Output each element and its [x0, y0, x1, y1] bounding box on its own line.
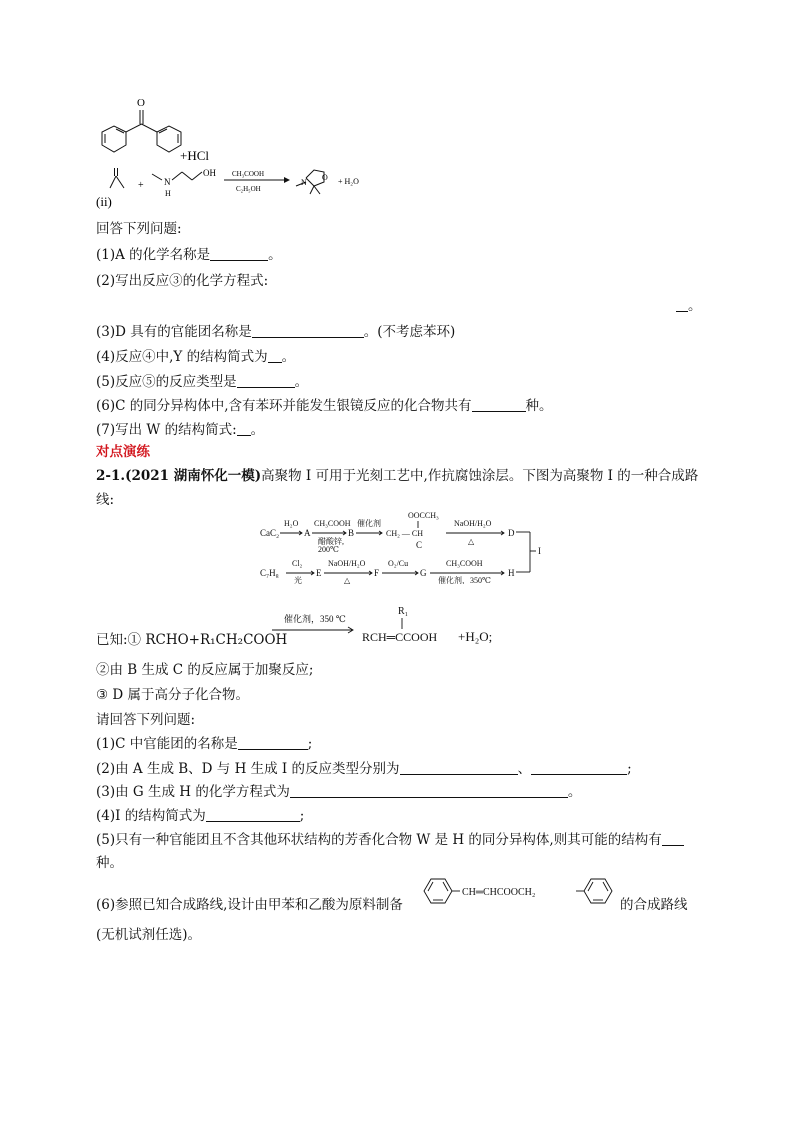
route-ch3cooh2: CH₃COOH	[446, 559, 483, 568]
question-2-5-cont: 种。	[96, 855, 123, 871]
question-2-1	[96, 734, 312, 754]
reagent-top: CH₃COOH	[232, 170, 264, 178]
question-2-1-end: ;	[307, 736, 313, 752]
section-title: 对点演练	[96, 444, 150, 460]
question-1-3-end: 。(不考虑苯环)	[363, 324, 456, 340]
product-n-label: N	[301, 178, 307, 187]
answer-blank[interactable]	[206, 807, 300, 822]
hydroxyl-label: OH	[203, 168, 216, 178]
benzophenone-structure	[102, 110, 181, 152]
route-delta: △	[468, 537, 475, 546]
answer-blank[interactable]	[472, 397, 526, 412]
route-c7h8: C₇H₈	[260, 568, 279, 578]
route-i: I	[538, 546, 541, 556]
answer-blank[interactable]	[237, 373, 295, 388]
route-naoh2: NaOH/H₂O	[328, 559, 366, 568]
known-r1: R₁	[398, 606, 409, 617]
known-1-arrow-and-product	[270, 604, 510, 650]
question-1-2-end-mark: 。	[688, 298, 702, 314]
answer-blank[interactable]	[676, 297, 688, 312]
figure-label-ii: (ii)	[96, 194, 112, 209]
target-ester-text: CH═CHCOOCH₂	[462, 887, 536, 898]
route-h2o: H₂O	[284, 519, 299, 528]
question-1-4-text: (4)反应④中,Y 的结构简式为	[96, 349, 268, 365]
problem-text-1: 高聚物 I 可用于光刻工艺中,作抗腐蚀涂层。下图为高聚物 I 的一种合成路	[261, 468, 699, 484]
acetone-structure	[110, 168, 124, 188]
aminoethanol-structure	[152, 172, 202, 180]
route-catalyst: 催化剂	[357, 519, 381, 528]
question-1-4-end: 。	[281, 349, 296, 365]
route-d: D	[508, 528, 515, 538]
known-product: RCH═CCOOH	[362, 630, 438, 644]
route-delta2: △	[344, 576, 351, 584]
route-cat350: 催化剂，350℃	[438, 576, 491, 584]
route-f: F	[374, 568, 380, 578]
problem-2-statement-2: 线:	[96, 492, 115, 508]
question-2-3	[96, 782, 581, 802]
answer-blank[interactable]	[237, 421, 251, 436]
route-zn: 醋酸锌,	[318, 537, 344, 546]
route-g: G	[420, 568, 427, 578]
question-1-2: (2)写出反应③的化学方程式:	[96, 273, 269, 289]
route-naoh: NaOH/H₂O	[454, 519, 492, 528]
synthesis-route-diagram	[258, 508, 558, 584]
question-2-2-text: (2)由 A 生成 B、D 与 H 生成 I 的反应类型分别为	[96, 761, 400, 777]
question-2-6: (6)参照已知合成路线,设计由甲苯和乙酸为原料制备	[96, 897, 403, 913]
problem-number: 2-1	[96, 468, 121, 484]
question-2-2-end: ;	[627, 761, 632, 777]
route-e: E	[316, 568, 322, 578]
question-1-4	[96, 347, 295, 367]
problem-2-statement	[96, 466, 698, 486]
route-c: C	[416, 540, 423, 550]
known-1	[96, 630, 287, 650]
answer-blank[interactable]	[268, 348, 282, 363]
amine-n-label: N	[164, 177, 171, 187]
reagent-bottom: C₂H₅OH	[236, 185, 261, 193]
question-1-1-end: 。	[268, 247, 282, 263]
top-reaction-figure	[96, 92, 416, 210]
water-product: + H₂O	[338, 177, 359, 186]
ketone-o-label: O	[137, 97, 145, 109]
route-200: 200℃	[318, 545, 339, 554]
question-2-5-text: (5)只有一种官能团且不含其他环状结构的芳香化合物 W 是 H 的同分异构体,则其可能的结构有	[96, 832, 662, 848]
problem-source: .(2021 湖南怀化一模)	[120, 468, 262, 484]
question-2-3-text: (3)由 G 生成 H 的化学方程式为	[96, 784, 290, 800]
question-2-4-text: (4)I 的结构简式为	[96, 808, 206, 824]
question-1-5-text: (5)反应⑤的反应类型是	[96, 374, 237, 390]
route-o2cu: O₂/Cu	[388, 559, 409, 568]
answer-blank[interactable]	[531, 760, 627, 775]
answer-blank[interactable]	[290, 783, 568, 798]
question-2-5	[96, 830, 684, 850]
answer-intro-1: 回答下列问题:	[96, 221, 182, 237]
question-1-3	[96, 322, 455, 342]
question-1-6-end: 种。	[525, 398, 553, 414]
route-cac2: CaC₂	[260, 528, 280, 538]
question-2-4-end: ;	[299, 808, 305, 824]
known-1-reactants: 已知:① RCHO+R₁CH₂COOH	[96, 632, 288, 648]
reaction-arrowhead	[284, 177, 290, 183]
route-light: 光	[294, 576, 302, 584]
answer-blank[interactable]	[210, 246, 268, 261]
route-polymer-c: CH₂ — CH	[386, 529, 424, 538]
known-3: ③ D 属于高分子化合物。	[96, 687, 250, 703]
question-2-6-cont: (无机试剂任选)。	[96, 927, 202, 943]
answer-blank[interactable]	[400, 760, 518, 775]
product-o-label: O	[322, 173, 328, 182]
question-2-2	[96, 759, 632, 779]
question-1-1	[96, 245, 282, 265]
question-1-2-end	[676, 296, 702, 316]
question-1-5-end: 。	[294, 374, 309, 390]
question-2-1-text: (1)C 中官能团的名称是	[96, 736, 238, 752]
answer-intro-2: 请回答下列问题:	[96, 712, 196, 728]
question-1-3-text: (3)D 具有的官能团名称是	[96, 324, 252, 340]
hcl-label: +HCl	[180, 148, 210, 163]
known-2: ②由 B 生成 C 的反应属于加聚反应;	[96, 662, 314, 678]
question-1-7-text: (7)写出 W 的结构简式:	[96, 422, 237, 438]
question-1-7-end: 。	[250, 422, 265, 438]
known-cond: 催化剂，350 ℃	[284, 614, 346, 624]
answer-blank[interactable]	[252, 323, 364, 338]
question-1-1-text: (1)A 的化学名称是	[96, 247, 211, 263]
plus-sign: +	[138, 180, 144, 191]
question-2-4	[96, 806, 304, 826]
target-ester-structure	[418, 871, 618, 911]
question-1-7	[96, 420, 264, 440]
route-occh3: OOCCH₃	[408, 511, 439, 520]
route-b: B	[348, 528, 355, 538]
route-cl2: Cl₂	[292, 559, 303, 568]
known-water: +H₂O;	[458, 629, 493, 644]
question-1-6	[96, 396, 553, 416]
question-1-6-text: (6)C 的同分异构体中,含有苯环并能发生银镜反应的化合物共有	[96, 398, 472, 414]
answer-blank[interactable]	[662, 831, 684, 846]
route-h: H	[508, 568, 515, 578]
question-2-3-end: 。	[567, 784, 582, 800]
question-2-2-sep: 、	[517, 761, 532, 777]
answer-blank[interactable]	[238, 735, 308, 750]
question-2-6-end: 的合成路线	[620, 897, 688, 913]
route-ch3cooh: CH₃COOH	[314, 519, 351, 528]
question-1-5	[96, 372, 308, 392]
route-a: A	[304, 528, 311, 538]
amine-h-label: H	[165, 189, 171, 198]
